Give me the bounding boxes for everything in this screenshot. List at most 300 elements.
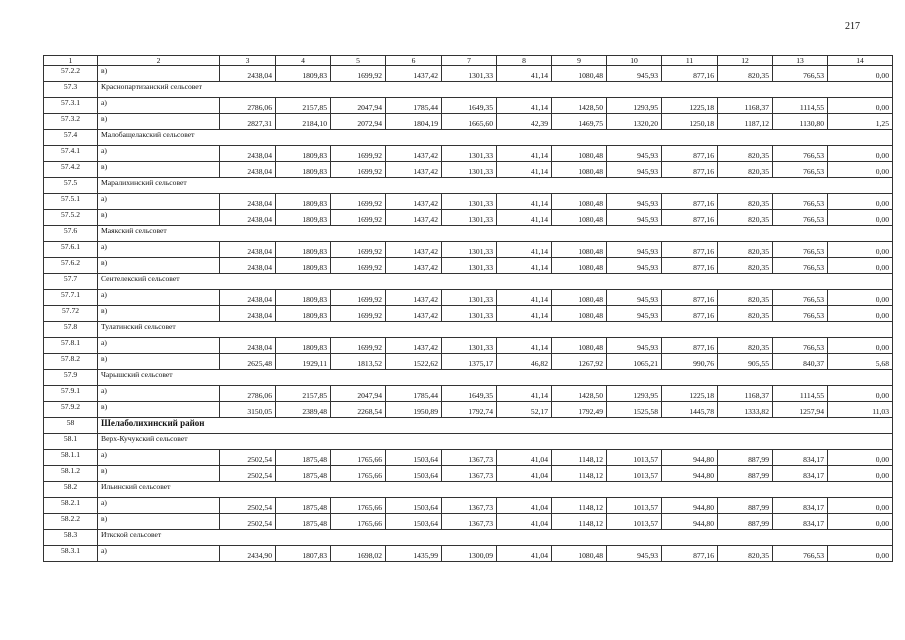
- table-row: [44, 546, 893, 562]
- header-cell: 4: [276, 56, 331, 66]
- header-cell: 13: [773, 56, 828, 66]
- row-code: 58.3.1: [44, 546, 98, 562]
- value-cell: 766,53: [773, 290, 828, 306]
- value-cell: 2438,04: [220, 210, 276, 226]
- value-cell: 1503,64: [386, 498, 442, 514]
- value-cell: 1080,48: [552, 546, 607, 562]
- value-cell: 1080,48: [552, 162, 607, 178]
- value-cell: 766,53: [773, 242, 828, 258]
- value-cell: 0,00: [828, 338, 893, 354]
- row-label: а): [98, 450, 220, 466]
- table-row: [44, 402, 893, 418]
- page-number: 217: [845, 21, 860, 32]
- value-cell: 766,53: [773, 194, 828, 210]
- value-cell: 41,14: [497, 162, 552, 178]
- value-cell: 1301,33: [442, 338, 497, 354]
- value-cell: 1080,48: [552, 290, 607, 306]
- table-body: [44, 56, 893, 562]
- value-cell: 0,00: [828, 66, 893, 82]
- value-cell: 1300,09: [442, 546, 497, 562]
- row-code: 57.8.2: [44, 354, 98, 370]
- table-row: [44, 386, 893, 402]
- value-cell: 766,53: [773, 66, 828, 82]
- header-cell: 2: [98, 56, 220, 66]
- group-row: [44, 418, 893, 434]
- header-cell: 3: [220, 56, 276, 66]
- value-cell: 1765,66: [331, 514, 386, 530]
- value-cell: 820,35: [718, 66, 773, 82]
- value-cell: 1148,12: [552, 514, 607, 530]
- value-cell: 766,53: [773, 338, 828, 354]
- row-label: а): [98, 290, 220, 306]
- value-cell: 1114,55: [773, 98, 828, 114]
- value-cell: 820,35: [718, 258, 773, 274]
- value-cell: 1080,48: [552, 210, 607, 226]
- value-cell: 1785,44: [386, 98, 442, 114]
- table-row: [44, 258, 893, 274]
- value-cell: 877,16: [662, 210, 718, 226]
- group-title: Верх-Кучукский сельсовет: [98, 434, 893, 450]
- row-label: в): [98, 114, 220, 130]
- value-cell: 1665,60: [442, 114, 497, 130]
- value-cell: 766,53: [773, 146, 828, 162]
- value-cell: 0,00: [828, 242, 893, 258]
- value-cell: 2389,48: [276, 402, 331, 418]
- row-code: 57.9.1: [44, 386, 98, 402]
- value-cell: 820,35: [718, 210, 773, 226]
- value-cell: 1809,83: [276, 258, 331, 274]
- row-code: 57.3.1: [44, 98, 98, 114]
- value-cell: 2438,04: [220, 306, 276, 322]
- row-code: 57.4.1: [44, 146, 98, 162]
- value-cell: 945,93: [607, 242, 662, 258]
- value-cell: 1333,82: [718, 402, 773, 418]
- value-cell: 1809,83: [276, 66, 331, 82]
- group-row: [44, 82, 893, 98]
- value-cell: 877,16: [662, 194, 718, 210]
- value-cell: 1807,83: [276, 546, 331, 562]
- value-cell: 1080,48: [552, 194, 607, 210]
- value-cell: 905,55: [718, 354, 773, 370]
- row-code: 57.9.2: [44, 402, 98, 418]
- value-cell: 11,03: [828, 402, 893, 418]
- value-cell: 41,14: [497, 290, 552, 306]
- row-label: а): [98, 338, 220, 354]
- value-cell: 887,99: [718, 450, 773, 466]
- value-cell: 1437,42: [386, 290, 442, 306]
- value-cell: 1699,92: [331, 194, 386, 210]
- value-cell: 1065,21: [607, 354, 662, 370]
- value-cell: 1267,92: [552, 354, 607, 370]
- value-cell: 1503,64: [386, 514, 442, 530]
- value-cell: 1522,62: [386, 354, 442, 370]
- value-cell: 2625,48: [220, 354, 276, 370]
- value-cell: 52,17: [497, 402, 552, 418]
- row-code: 57.5: [44, 178, 98, 194]
- value-cell: 2827,31: [220, 114, 276, 130]
- value-cell: 1080,48: [552, 258, 607, 274]
- value-cell: 1168,37: [718, 386, 773, 402]
- table-row: [44, 466, 893, 482]
- row-label: а): [98, 386, 220, 402]
- value-cell: 2434,90: [220, 546, 276, 562]
- value-cell: 990,76: [662, 354, 718, 370]
- value-cell: 1785,44: [386, 386, 442, 402]
- value-cell: 41,04: [497, 546, 552, 562]
- value-cell: 2184,10: [276, 114, 331, 130]
- value-cell: 1367,73: [442, 450, 497, 466]
- value-cell: 1809,83: [276, 194, 331, 210]
- row-label: а): [98, 98, 220, 114]
- value-cell: 1301,33: [442, 66, 497, 82]
- value-cell: 877,16: [662, 306, 718, 322]
- value-cell: 41,14: [497, 386, 552, 402]
- value-cell: 1013,57: [607, 498, 662, 514]
- value-cell: 41,14: [497, 242, 552, 258]
- group-title: Малобащелакский сельсовет: [98, 130, 893, 146]
- value-cell: 41,14: [497, 210, 552, 226]
- value-cell: 834,17: [773, 498, 828, 514]
- value-cell: 1792,74: [442, 402, 497, 418]
- value-cell: 766,53: [773, 546, 828, 562]
- value-cell: 2072,94: [331, 114, 386, 130]
- value-cell: 887,99: [718, 498, 773, 514]
- row-code: 57.7: [44, 274, 98, 290]
- table-row: [44, 114, 893, 130]
- value-cell: 820,35: [718, 146, 773, 162]
- header-cell: 1: [44, 56, 98, 66]
- value-cell: 1168,37: [718, 98, 773, 114]
- value-cell: 0,00: [828, 162, 893, 178]
- table-row: [44, 146, 893, 162]
- value-cell: 2438,04: [220, 194, 276, 210]
- value-cell: 1293,95: [607, 98, 662, 114]
- value-cell: 1765,66: [331, 466, 386, 482]
- value-cell: 2047,94: [331, 98, 386, 114]
- value-cell: 2438,04: [220, 258, 276, 274]
- row-code: 58.1.1: [44, 450, 98, 466]
- value-cell: 840,37: [773, 354, 828, 370]
- value-cell: 1809,83: [276, 242, 331, 258]
- table-row: [44, 242, 893, 258]
- value-cell: 3150,05: [220, 402, 276, 418]
- value-cell: 820,35: [718, 194, 773, 210]
- value-cell: 0,00: [828, 450, 893, 466]
- row-code: 58.1: [44, 434, 98, 450]
- value-cell: 1929,11: [276, 354, 331, 370]
- value-cell: 1649,35: [442, 386, 497, 402]
- value-cell: 1503,64: [386, 450, 442, 466]
- value-cell: 1148,12: [552, 450, 607, 466]
- row-label: а): [98, 242, 220, 258]
- value-cell: 2438,04: [220, 66, 276, 82]
- value-cell: 1367,73: [442, 498, 497, 514]
- value-cell: 944,80: [662, 450, 718, 466]
- row-code: 58: [44, 418, 98, 434]
- group-title: Маралихинский сельсовет: [98, 178, 893, 194]
- value-cell: 2438,04: [220, 242, 276, 258]
- value-cell: 1699,92: [331, 66, 386, 82]
- value-cell: 46,82: [497, 354, 552, 370]
- row-label: а): [98, 194, 220, 210]
- value-cell: 945,93: [607, 258, 662, 274]
- value-cell: 1809,83: [276, 338, 331, 354]
- row-code: 57.9: [44, 370, 98, 386]
- value-cell: 1080,48: [552, 306, 607, 322]
- table-row: [44, 450, 893, 466]
- value-cell: 820,35: [718, 338, 773, 354]
- table-row: [44, 210, 893, 226]
- value-cell: 1,25: [828, 114, 893, 130]
- value-cell: 944,80: [662, 498, 718, 514]
- value-cell: 945,93: [607, 194, 662, 210]
- value-cell: 877,16: [662, 162, 718, 178]
- group-title: Шелаболихинский район: [98, 418, 893, 434]
- group-row: [44, 434, 893, 450]
- table-row: [44, 306, 893, 322]
- value-cell: 1187,12: [718, 114, 773, 130]
- value-cell: 945,93: [607, 338, 662, 354]
- value-cell: 1428,50: [552, 98, 607, 114]
- value-cell: 42,39: [497, 114, 552, 130]
- value-cell: 877,16: [662, 546, 718, 562]
- value-cell: 1301,33: [442, 306, 497, 322]
- value-cell: 1435,99: [386, 546, 442, 562]
- value-cell: 2047,94: [331, 386, 386, 402]
- group-title: Ильинский сельсовет: [98, 482, 893, 498]
- value-cell: 945,93: [607, 66, 662, 82]
- value-cell: 1437,42: [386, 242, 442, 258]
- value-cell: 1114,55: [773, 386, 828, 402]
- value-cell: 2502,54: [220, 514, 276, 530]
- header-cell: 11: [662, 56, 718, 66]
- value-cell: 0,00: [828, 258, 893, 274]
- value-cell: 1437,42: [386, 338, 442, 354]
- value-cell: 945,93: [607, 290, 662, 306]
- value-cell: 945,93: [607, 306, 662, 322]
- value-cell: 1080,48: [552, 66, 607, 82]
- value-cell: 1080,48: [552, 146, 607, 162]
- group-row: [44, 370, 893, 386]
- value-cell: 834,17: [773, 514, 828, 530]
- value-cell: 1699,92: [331, 258, 386, 274]
- value-cell: 0,00: [828, 386, 893, 402]
- value-cell: 1437,42: [386, 194, 442, 210]
- value-cell: 1367,73: [442, 466, 497, 482]
- value-cell: 945,93: [607, 546, 662, 562]
- value-cell: 1699,92: [331, 162, 386, 178]
- value-cell: 820,35: [718, 242, 773, 258]
- group-row: [44, 274, 893, 290]
- row-label: в): [98, 258, 220, 274]
- table-row: [44, 514, 893, 530]
- group-title: Иткской сельсовет: [98, 530, 893, 546]
- value-cell: 945,93: [607, 146, 662, 162]
- row-code: 58.1.2: [44, 466, 98, 482]
- value-cell: 1437,42: [386, 66, 442, 82]
- value-cell: 1765,66: [331, 450, 386, 466]
- row-label: в): [98, 306, 220, 322]
- header-cell: 8: [497, 56, 552, 66]
- row-code: 57.4.2: [44, 162, 98, 178]
- group-title: Сентелекский сельсовет: [98, 274, 893, 290]
- value-cell: 877,16: [662, 146, 718, 162]
- value-cell: 834,17: [773, 466, 828, 482]
- value-cell: 2268,54: [331, 402, 386, 418]
- group-title: Маякский сельсовет: [98, 226, 893, 242]
- value-cell: 1437,42: [386, 210, 442, 226]
- value-cell: 41,04: [497, 498, 552, 514]
- row-code: 57.6.1: [44, 242, 98, 258]
- value-cell: 41,14: [497, 194, 552, 210]
- row-label: а): [98, 146, 220, 162]
- value-cell: 1013,57: [607, 450, 662, 466]
- value-cell: 0,00: [828, 98, 893, 114]
- value-cell: 820,35: [718, 546, 773, 562]
- value-cell: 1699,92: [331, 242, 386, 258]
- value-cell: 1503,64: [386, 466, 442, 482]
- row-label: в): [98, 66, 220, 82]
- table-row: [44, 498, 893, 514]
- header-cell: 12: [718, 56, 773, 66]
- value-cell: 1699,92: [331, 306, 386, 322]
- value-cell: 5,68: [828, 354, 893, 370]
- value-cell: 1699,92: [331, 146, 386, 162]
- value-cell: 1699,92: [331, 290, 386, 306]
- value-cell: 1301,33: [442, 242, 497, 258]
- value-cell: 2438,04: [220, 338, 276, 354]
- value-cell: 766,53: [773, 210, 828, 226]
- group-row: [44, 530, 893, 546]
- group-title: Тулатинский сельсовет: [98, 322, 893, 338]
- value-cell: 2786,06: [220, 386, 276, 402]
- table-row: [44, 290, 893, 306]
- value-cell: 41,14: [497, 338, 552, 354]
- value-cell: 766,53: [773, 258, 828, 274]
- value-cell: 41,04: [497, 450, 552, 466]
- group-row: [44, 482, 893, 498]
- value-cell: 1698,02: [331, 546, 386, 562]
- value-cell: 1525,58: [607, 402, 662, 418]
- group-row: [44, 226, 893, 242]
- value-cell: 1813,52: [331, 354, 386, 370]
- value-cell: 1225,18: [662, 386, 718, 402]
- value-cell: 2502,54: [220, 450, 276, 466]
- value-cell: 1699,92: [331, 338, 386, 354]
- value-cell: 1013,57: [607, 466, 662, 482]
- value-cell: 1437,42: [386, 306, 442, 322]
- row-code: 57.6.2: [44, 258, 98, 274]
- row-label: в): [98, 514, 220, 530]
- row-code: 57.4: [44, 130, 98, 146]
- header-cell: 14: [828, 56, 893, 66]
- header-cell: 5: [331, 56, 386, 66]
- value-cell: 945,93: [607, 210, 662, 226]
- row-code: 57.6: [44, 226, 98, 242]
- value-cell: 1080,48: [552, 242, 607, 258]
- value-cell: 820,35: [718, 290, 773, 306]
- value-cell: 944,80: [662, 466, 718, 482]
- row-code: 57.5.1: [44, 194, 98, 210]
- value-cell: 877,16: [662, 242, 718, 258]
- value-cell: 1469,75: [552, 114, 607, 130]
- value-cell: 1809,83: [276, 146, 331, 162]
- value-cell: 0,00: [828, 514, 893, 530]
- value-cell: 877,16: [662, 338, 718, 354]
- value-cell: 41,14: [497, 146, 552, 162]
- value-cell: 1875,48: [276, 498, 331, 514]
- value-cell: 1301,33: [442, 290, 497, 306]
- row-label: в): [98, 210, 220, 226]
- value-cell: 41,14: [497, 258, 552, 274]
- value-cell: 820,35: [718, 162, 773, 178]
- value-cell: 1148,12: [552, 466, 607, 482]
- value-cell: 766,53: [773, 306, 828, 322]
- value-cell: 945,93: [607, 162, 662, 178]
- value-cell: 1301,33: [442, 146, 497, 162]
- value-cell: 2438,04: [220, 162, 276, 178]
- value-cell: 1875,48: [276, 450, 331, 466]
- row-code: 57.3.2: [44, 114, 98, 130]
- value-cell: 2438,04: [220, 146, 276, 162]
- header-cell: 7: [442, 56, 497, 66]
- row-code: 58.2: [44, 482, 98, 498]
- value-cell: 1301,33: [442, 210, 497, 226]
- header-cell: 10: [607, 56, 662, 66]
- value-cell: 1293,95: [607, 386, 662, 402]
- value-cell: 0,00: [828, 306, 893, 322]
- value-cell: 877,16: [662, 258, 718, 274]
- tariff-table: [43, 55, 893, 562]
- table-row: [44, 338, 893, 354]
- header-cell: 6: [386, 56, 442, 66]
- table-row: [44, 66, 893, 82]
- row-code: 57.7.1: [44, 290, 98, 306]
- row-code: 58.3: [44, 530, 98, 546]
- value-cell: 1437,42: [386, 258, 442, 274]
- row-code: 58.2.2: [44, 514, 98, 530]
- value-cell: 1809,83: [276, 162, 331, 178]
- header-cell: 9: [552, 56, 607, 66]
- value-cell: 1765,66: [331, 498, 386, 514]
- value-cell: 1437,42: [386, 146, 442, 162]
- value-cell: 0,00: [828, 546, 893, 562]
- value-cell: 2157,85: [276, 386, 331, 402]
- value-cell: 1809,83: [276, 210, 331, 226]
- value-cell: 1792,49: [552, 402, 607, 418]
- value-cell: 1950,89: [386, 402, 442, 418]
- value-cell: 1301,33: [442, 162, 497, 178]
- header-row: [44, 56, 893, 66]
- value-cell: 1301,33: [442, 194, 497, 210]
- group-row: [44, 322, 893, 338]
- value-cell: 0,00: [828, 194, 893, 210]
- value-cell: 1437,42: [386, 162, 442, 178]
- group-row: [44, 130, 893, 146]
- value-cell: 1148,12: [552, 498, 607, 514]
- row-label: в): [98, 354, 220, 370]
- value-cell: 1080,48: [552, 338, 607, 354]
- row-code: 57.5.2: [44, 210, 98, 226]
- group-title: Чарышский сельсовет: [98, 370, 893, 386]
- value-cell: 1367,73: [442, 514, 497, 530]
- row-code: 58.2.1: [44, 498, 98, 514]
- value-cell: 41,04: [497, 514, 552, 530]
- value-cell: 1804,19: [386, 114, 442, 130]
- row-code: 57.2.2: [44, 66, 98, 82]
- row-code: 57.3: [44, 82, 98, 98]
- value-cell: 1257,94: [773, 402, 828, 418]
